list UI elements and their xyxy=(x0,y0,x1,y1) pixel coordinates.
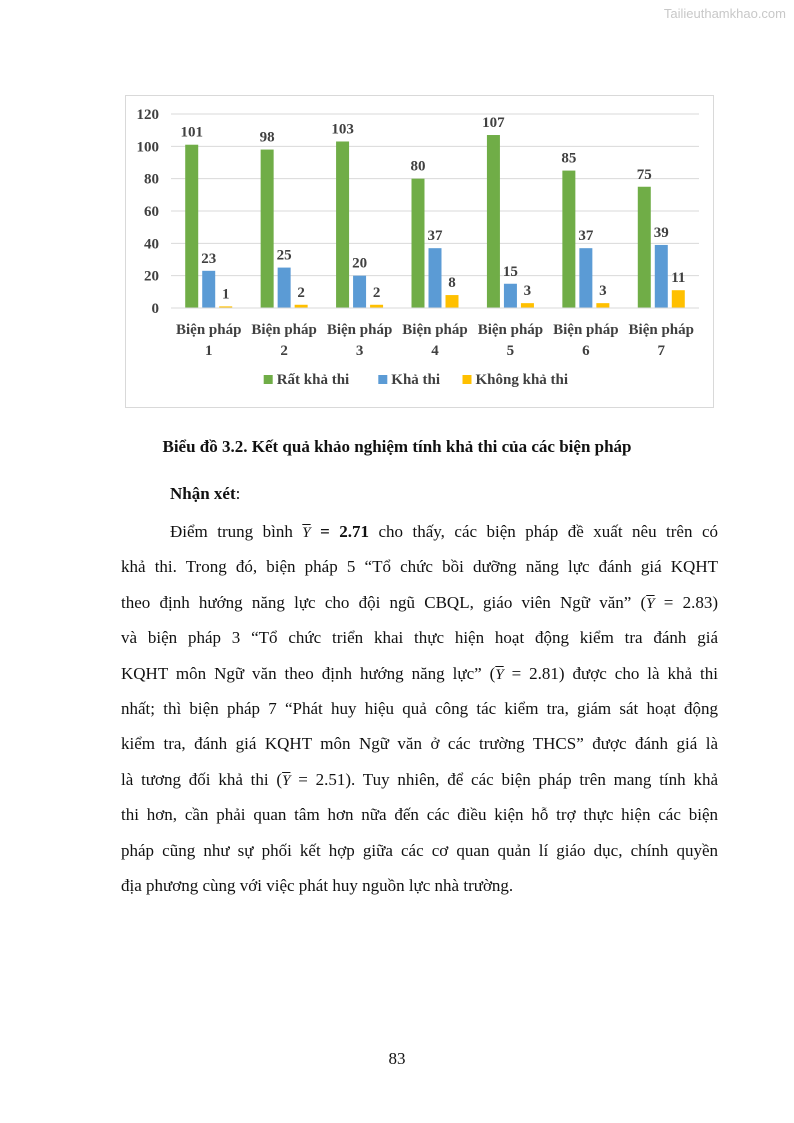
data-label: 85 xyxy=(561,150,577,167)
legend-swatch xyxy=(264,375,273,384)
paragraph-line xyxy=(121,514,718,549)
text-span: cho thấy, các biện pháp đề xuất nêu trên có xyxy=(369,522,718,541)
y-tick-label: 20 xyxy=(144,268,159,285)
bar xyxy=(185,145,198,308)
bar xyxy=(596,303,609,308)
mean-symbol: $\overline{Y}$ xyxy=(646,595,655,612)
y-tick-label: 100 xyxy=(136,139,159,156)
paragraph-line: địa phương cùng với việc phát huy nguồn lực nhà trường. xyxy=(121,875,514,895)
bar xyxy=(202,271,215,308)
x-tick-label: Biện pháp xyxy=(628,322,695,338)
data-label: 3 xyxy=(523,283,532,300)
bar xyxy=(429,248,442,308)
data-label: 39 xyxy=(653,224,669,241)
chart-frame xyxy=(125,95,714,408)
data-label: 25 xyxy=(276,247,292,264)
bar xyxy=(579,248,592,308)
data-label: 20 xyxy=(352,255,368,272)
text-span: theo định hướng năng lực cho đội ngũ CBQL, giáo viên Ngữ văn” ( xyxy=(121,592,647,612)
x-tick-label: Biện pháp xyxy=(326,322,393,338)
x-tick-label: Biện pháp xyxy=(402,322,468,338)
paragraph-line: nhất; thì biện pháp 7 “Phát huy hiệu quả công tác kiểm tra, giám sát hoạt động xyxy=(121,698,718,718)
bar xyxy=(638,187,651,308)
data-label: 37 xyxy=(578,228,594,245)
x-tick-label: Biện pháp xyxy=(553,322,619,338)
legend-label: Không khả thi xyxy=(475,372,569,388)
bar xyxy=(446,295,459,308)
bar xyxy=(504,284,517,308)
chart-caption: Biểu đồ 3.2. Kết quả khảo nghiệm tính khả thi của các biện pháp xyxy=(162,437,632,456)
bar xyxy=(278,268,291,308)
text-span: Điểm trung bình xyxy=(170,522,303,541)
paragraph-line: và biện pháp 3 “Tổ chức triển khai thực hiện hoạt động kiểm tra đánh giá xyxy=(121,628,718,648)
data-label: 107 xyxy=(482,115,505,132)
data-label: 23 xyxy=(201,250,217,267)
legend-swatch xyxy=(463,375,472,384)
data-label: 80 xyxy=(410,158,426,175)
paragraph-line xyxy=(121,656,718,691)
x-tick-label: Biện pháp xyxy=(175,322,242,338)
mean-symbol: $\overline{Y}$ xyxy=(302,525,311,541)
x-tick-label: 5 xyxy=(506,343,515,359)
text-span: KQHT môn Ngữ văn theo định hướng năng lực” ( xyxy=(121,663,496,683)
data-label: 8 xyxy=(448,275,456,292)
paragraph-line: kiểm tra, đánh giá KQHT môn Ngữ văn ở các trường THCS” được đánh giá là xyxy=(121,734,718,754)
x-tick-label: Biện pháp xyxy=(477,322,544,338)
data-label: 101 xyxy=(180,124,203,141)
data-label: 15 xyxy=(502,263,518,280)
x-tick-label: 6 xyxy=(582,343,590,359)
mean-symbol: $\overline{Y}$ xyxy=(495,666,504,683)
text-span: là tương đối khả thi ( xyxy=(121,769,283,789)
x-tick-label: Biện pháp xyxy=(251,322,317,338)
data-label: 1 xyxy=(221,286,230,303)
paragraph-line xyxy=(121,585,718,620)
bar xyxy=(412,179,425,308)
data-label: 11 xyxy=(671,270,686,287)
remark-paragraph xyxy=(121,514,718,903)
data-label: 103 xyxy=(331,121,354,138)
bar xyxy=(353,276,366,308)
y-tick-label: 120 xyxy=(136,107,159,123)
bar xyxy=(672,290,685,308)
bar xyxy=(336,141,349,308)
watermark: Tailieuthamkhao.com xyxy=(663,6,786,21)
data-label: 37 xyxy=(427,228,443,245)
legend-label: Rất khả thi xyxy=(276,372,350,388)
bar xyxy=(562,171,575,308)
y-tick-label: 0 xyxy=(151,301,159,317)
paragraph-line xyxy=(121,762,718,797)
text-span: = 2.51). Tuy nhiên, để các biện pháp trên mang tính khả xyxy=(290,769,718,789)
bar xyxy=(521,303,534,308)
y-tick-label: 80 xyxy=(144,171,159,188)
y-tick-label: 40 xyxy=(144,236,159,253)
x-tick-label: 3 xyxy=(355,343,364,359)
mean-symbol: $\overline{Y}$ xyxy=(282,772,291,789)
data-label: 3 xyxy=(599,283,607,300)
bar-chart xyxy=(126,96,713,407)
paragraph-line: pháp cũng như sự phối kết hợp giữa các cơ quan quản lí giáo dục, chính quyền xyxy=(121,840,718,860)
remark-heading xyxy=(170,484,240,504)
x-tick-label: 1 xyxy=(204,343,213,359)
legend-label: Khả thi xyxy=(391,372,441,388)
data-label: 75 xyxy=(636,166,652,183)
legend-swatch xyxy=(378,375,387,384)
page-number: 83 xyxy=(388,1049,406,1068)
data-label: 2 xyxy=(297,284,305,301)
x-tick-label: 2 xyxy=(280,343,288,359)
bar xyxy=(487,135,500,308)
paragraph-line: khả thi. Trong đó, biện pháp 5 “Tổ chức bồi dưỡng năng lực đánh giá KQHT xyxy=(121,557,718,577)
x-tick-label: 7 xyxy=(657,343,666,359)
remark-label: Nhận xét xyxy=(170,484,236,503)
remark-colon: : xyxy=(235,484,241,503)
mean-value: = 2.71 xyxy=(310,522,370,541)
text-span: = 2.83) xyxy=(654,592,718,612)
text-span: = 2.81) được cho là khả thi xyxy=(503,663,718,683)
bar xyxy=(655,245,668,308)
y-tick-label: 60 xyxy=(144,204,159,220)
bar xyxy=(261,150,274,308)
data-label: 2 xyxy=(372,284,381,301)
paragraph-line: thi hơn, cần phải quan tâm hơn nữa đến các điều kiện hỗ trợ thực hiện các biện xyxy=(121,805,718,825)
x-tick-label: 4 xyxy=(431,343,439,359)
data-label: 98 xyxy=(259,129,275,146)
